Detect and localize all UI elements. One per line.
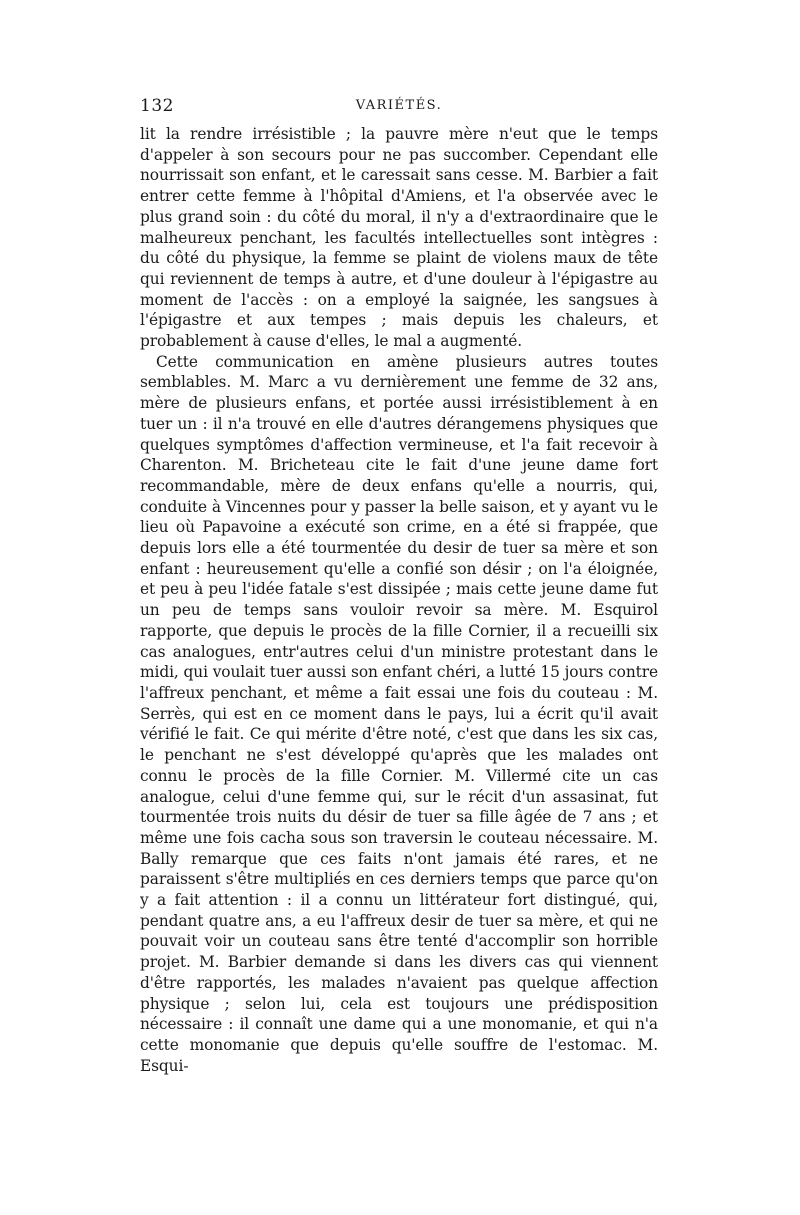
running-title: VARIÉTÉS.	[355, 98, 443, 113]
paragraph-continuation: lit la rendre irrésistible ; la pauvre mère n'eut que le temps d'appeler à son secours pour ne pas succomber. Cependant elle nourrissait son enfant, et le caressait sans cesse. M. Barbier a fait entrer cette femme à l'hôpital d'Amiens, et l'a observée avec le plus grand soin : du côté du moral, il n'y a d'extraordinaire que le malheureux penchant, les facultés intellectuelles sont intègres : du côté du physique, la femme se plaint de violens maux de tête qui reviennent de temps à autre, et d'une douleur à l'épigastre au moment de l'accès : on a employé la saignée, les sangsues à l'épigastre et aux tempes ; mais depuis les chaleurs, et probablement à cause d'elles, le mal a augmenté.	[140, 125, 658, 351]
page-number: 132	[140, 96, 174, 116]
paragraph-communication: Cette communication en amène plusieurs autres toutes semblables. M. Marc a vu dernièrement une femme de 32 ans, mère de plusieurs enfans, et portée aussi irrésistiblement à en tuer un : il n'a trouvé en elle d'autres dérangemens physiques que quelques symptômes d'affection vermineuse, et l'a fait recevoir à Charenton. M. Bricheteau cite le fait d'une jeune dame fort recommandable, mère de deux enfans qu'elle a nourris, qui, conduite à Vincennes pour y passer la belle saison, et y ayant vu le lieu où Papavoine a exécuté son crime, en a été si frappée, que depuis lors elle a été tourmentée du desir de tuer sa mère et son enfant : heureusement qu'elle a confié son désir ; on l'a éloignée, et peu à peu l'idée fatale s'est dissipée ; mais cette jeune dame fut un peu de temps sans vouloir revoir sa mère. M. Esquirol rapporte, que depuis le procès de la fille Cornier, il a recueilli six cas analogues, entr'autres celui d'un ministre protestant dans le midi, qui voulait tuer aussi son enfant chéri, a lutté 15 jours contre l'affreux penchant, et même a fait essai une fois du couteau : M. Serrès, qui est en ce moment dans le pays, lui a écrit qu'il avait vérifié le fait. Ce qui mérite d'être noté, c'est que dans les six cas, le penchant ne s'est développé qu'après que les malades ont connu le procès de la fille Cornier. M. Villermé cite un cas analogue, celui d'une femme qui, sur le récit d'un assasinat, fut tourmentée trois nuits du désir de tuer sa fille âgée de 7 ans ; et même une fois cacha sous son traversin le couteau nécessaire. M. Bally remarque que ces faits n'ont jamais été rares, et ne paraissent s'être multipliés en ces derniers temps que parce qu'on y a fait attention : il a connu un littérateur fort distingué, qui, pendant quatre ans, a eu l'affreux desir de tuer sa mère, et qui ne pouvait voir un couteau sans être tenté d'accomplir son horrible projet. M. Barbier demande si dans les divers cas qui viennent d'être rapportés, les malades n'avaient pas quelque affection physique ; selon lui, cela est toujours une prédisposition nécessaire : il connaît une dame qui a une monomanie, et qui n'a cette monomanie que depuis qu'elle souffre de l'estomac. M. Esqui-	[140, 352, 658, 1075]
running-head	[140, 96, 658, 124]
book-page	[140, 96, 658, 1076]
